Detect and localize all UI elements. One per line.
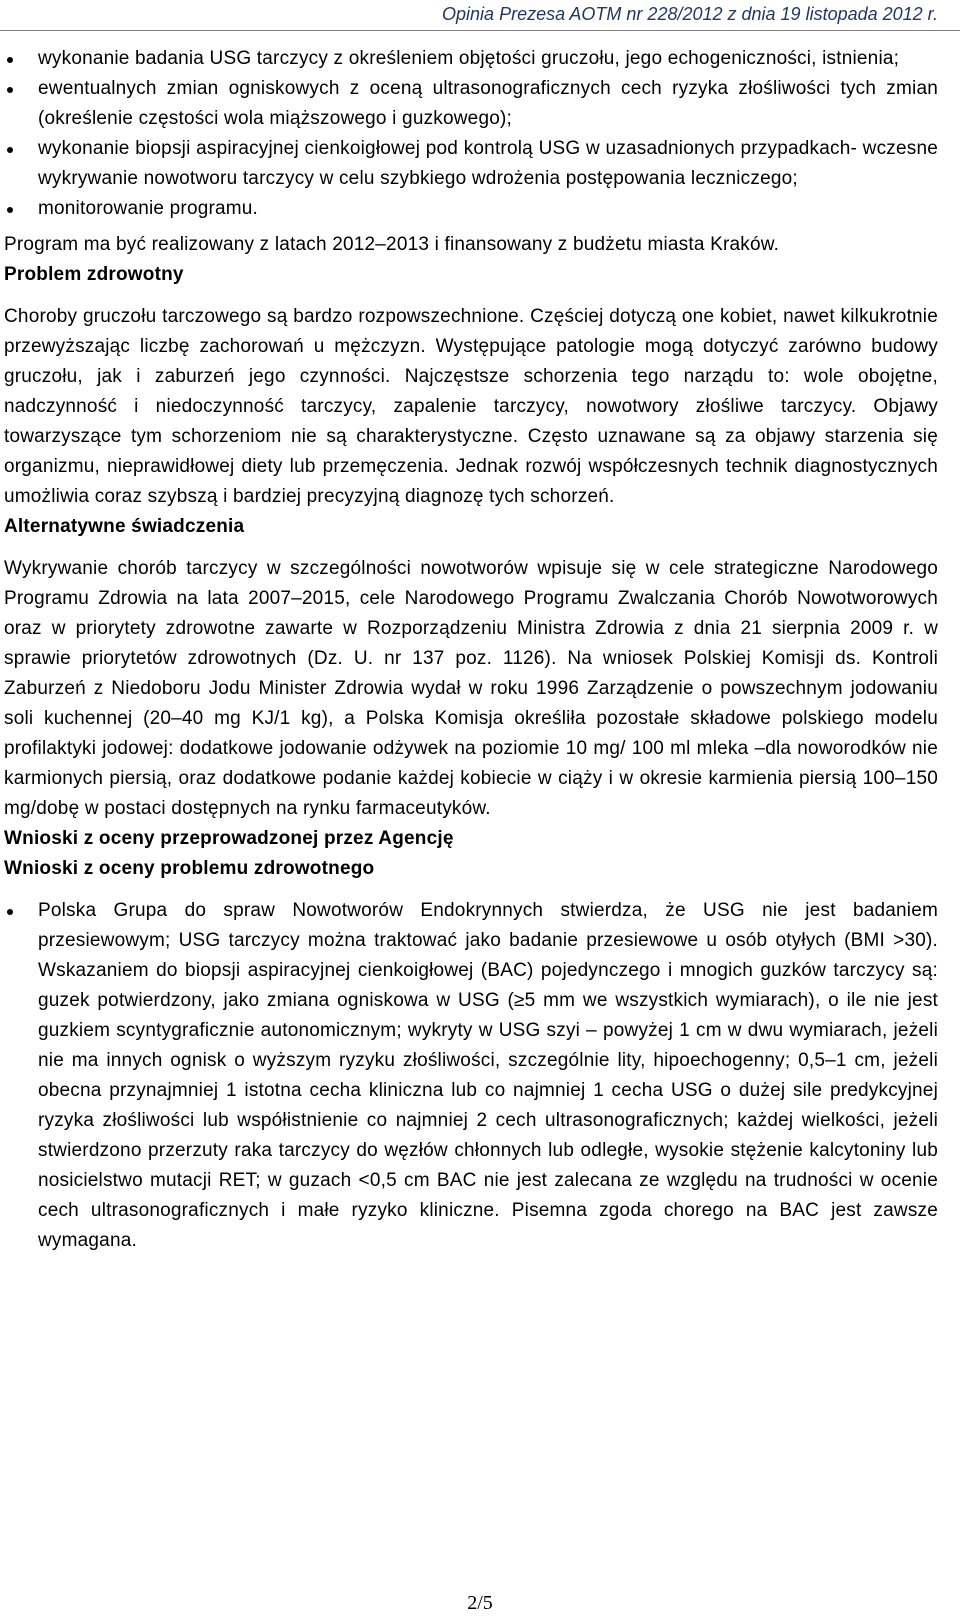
header-divider [0, 30, 960, 31]
alternatives-paragraph: Wykrywanie chorób tarczycy w szczególności nowotworów wpisuje się w cele strategiczne Narodowego Programu Zdrowia na lata 2007–2015, cele Narodowego Programu Zwalczania Chorób Nowotworowych oraz w priorytety zdrowotne zawarte w Rozporządzeniu Ministra Zdrowia z dnia 21 sierpnia 2009 r. w sprawie priorytetów zdrowotnych (Dz. U. nr 137 poz. 1126). Na wniosek Polskiej Komisji ds. Kontroli Zaburzeń z Niedoboru Jodu Minister Zdrowia wydał w roku 1996 Zarządzenie o powszechnym jodowaniu soli kuchennej (20–40 mg KJ/1 kg), a Polska Komisja określiła pozostałe składowe polskiego modelu profilaktyki jodowej: dodatkowe jodowanie odżywek na poziomie 10 mg/ 100 ml mleka –dla noworodków nie karmionych piersią, oraz dodatkowe podanie każdej kobiecie w ciąży i w okresie karmienia piersią 100–150 mg/dobę w postaci dostępnych na rynku farmaceutyków. [4, 558, 938, 819]
section-heading-problem: Problem zdrowotny [4, 264, 184, 285]
problem-paragraph: Choroby gruczołu tarczowego są bardzo rozpowszechnione. Częściej dotyczą one kobiet, nawet kilkukrotnie przewyższając liczbę zachorowań u mężczyzn. Występujące patologie mogą dotyczyć zarówno budowy gruczołu, jak i zaburzeń jego czynności. Najczęstsze schorzenia tego narządu to: wole obojętne, nadczynność i niedoczynność tarczycy, zapalenie tarczycy, nowotwory złośliwe tarczycy. Objawy towarzyszące tym schorzeniom nie są charakterystyczne. Często uznawane są za objawy starzenia się organizmu, nieprawidłowej diety lub przemęczenia. Jednak rozwój współczesnych technik diagnostycznych umożliwia coraz szybszą i bardziej precyzyjną diagnozę tych schorzeń. [4, 306, 938, 507]
bullet-icon [7, 207, 13, 213]
document-body [4, 44, 938, 1256]
section-heading-conclusions: Wnioski z oceny przeprowadzonej przez Agencję [4, 828, 454, 849]
list-item: Polska Grupa do spraw Nowotworów Endokrynnych stwierdza, że USG nie jest badaniem przesiewowym; USG tarczycy można traktować jako badanie przesiewowe u osób otyłych (BMI >30). Wskazaniem do biopsji aspiracyjnej cienkoigłowej (BAC) pojedynczego i mnogich guzków tarczycy są: guzek potwierdzony, jako zmiana ogniskowa w USG (≥5 mm we wszystkich wymiarach), o ile nie jest guzkiem scyntygraficznie autonomicznym; wykryty w USG szyi – powyżej 1 cm w dwu wymiarach, jeżeli nie ma innych ognisk o wyższym ryzyku złośliwości, szczególnie lity, hipoechogenny; 0,5–1 cm, jeżeli obecna przynajmniej 1 istotna cecha kliniczna lub co najmniej 1 cecha USG o dużej sile predykcyjnej ryzyka złośliwości lub współistnienie co najmniej 2 cech ultrasonograficznych; każdej wielkości, jeżeli stwierdzono przerzuty raka tarczycy do węzłów chłonnych lub odległe, wysokie stężenie kalcytoniny lub nosicielstwo mutacji RET; w guzach <0,5 cm BAC nie jest zalecana ze względu na trudności w ocenie cech ultrasonograficznych i małe ryzyko kliniczne. Pisemna zgoda chorego na BAC jest zawsze wymagana. [4, 896, 938, 1256]
section-heading-alternatives: Alternatywne świadczenia [4, 516, 245, 537]
bullet-icon [7, 87, 13, 93]
page-header-title: Opinia Prezesa AOTM nr 228/2012 z dnia 19 listopada 2012 r. [442, 4, 938, 24]
conclusions-list [4, 896, 938, 1256]
program-paragraph: Program ma być realizowany z latach 2012–2013 i finansowany z budżetu miasta Kraków. [4, 234, 780, 255]
list-item: wykonanie badania USG tarczycy z określeniem objętości gruczołu, jego echogeniczności, istnienia; [4, 44, 938, 74]
bullet-icon [7, 909, 13, 915]
program-scope-list [4, 44, 938, 224]
list-item: wykonanie biopsji aspiracyjnej cienkoigłowej pod kontrolą USG w uzasadnionych przypadkach- wczesne wykrywanie nowotworu tarczycy w celu szybkiego wdrożenia postępowania leczniczego; [4, 134, 938, 194]
list-item: monitorowanie programu. [4, 194, 938, 224]
bullet-icon [7, 57, 13, 63]
page-number: 2/5 [467, 1592, 493, 1614]
bullet-icon [7, 147, 13, 153]
subsection-heading-health-problem: Wnioski z oceny problemu zdrowotnego [4, 858, 375, 879]
list-item: ewentualnych zmian ogniskowych z oceną ultrasonograficznych cech ryzyka złośliwości tych zmian (określenie częstości wola miąższowego i guzkowego); [4, 74, 938, 134]
